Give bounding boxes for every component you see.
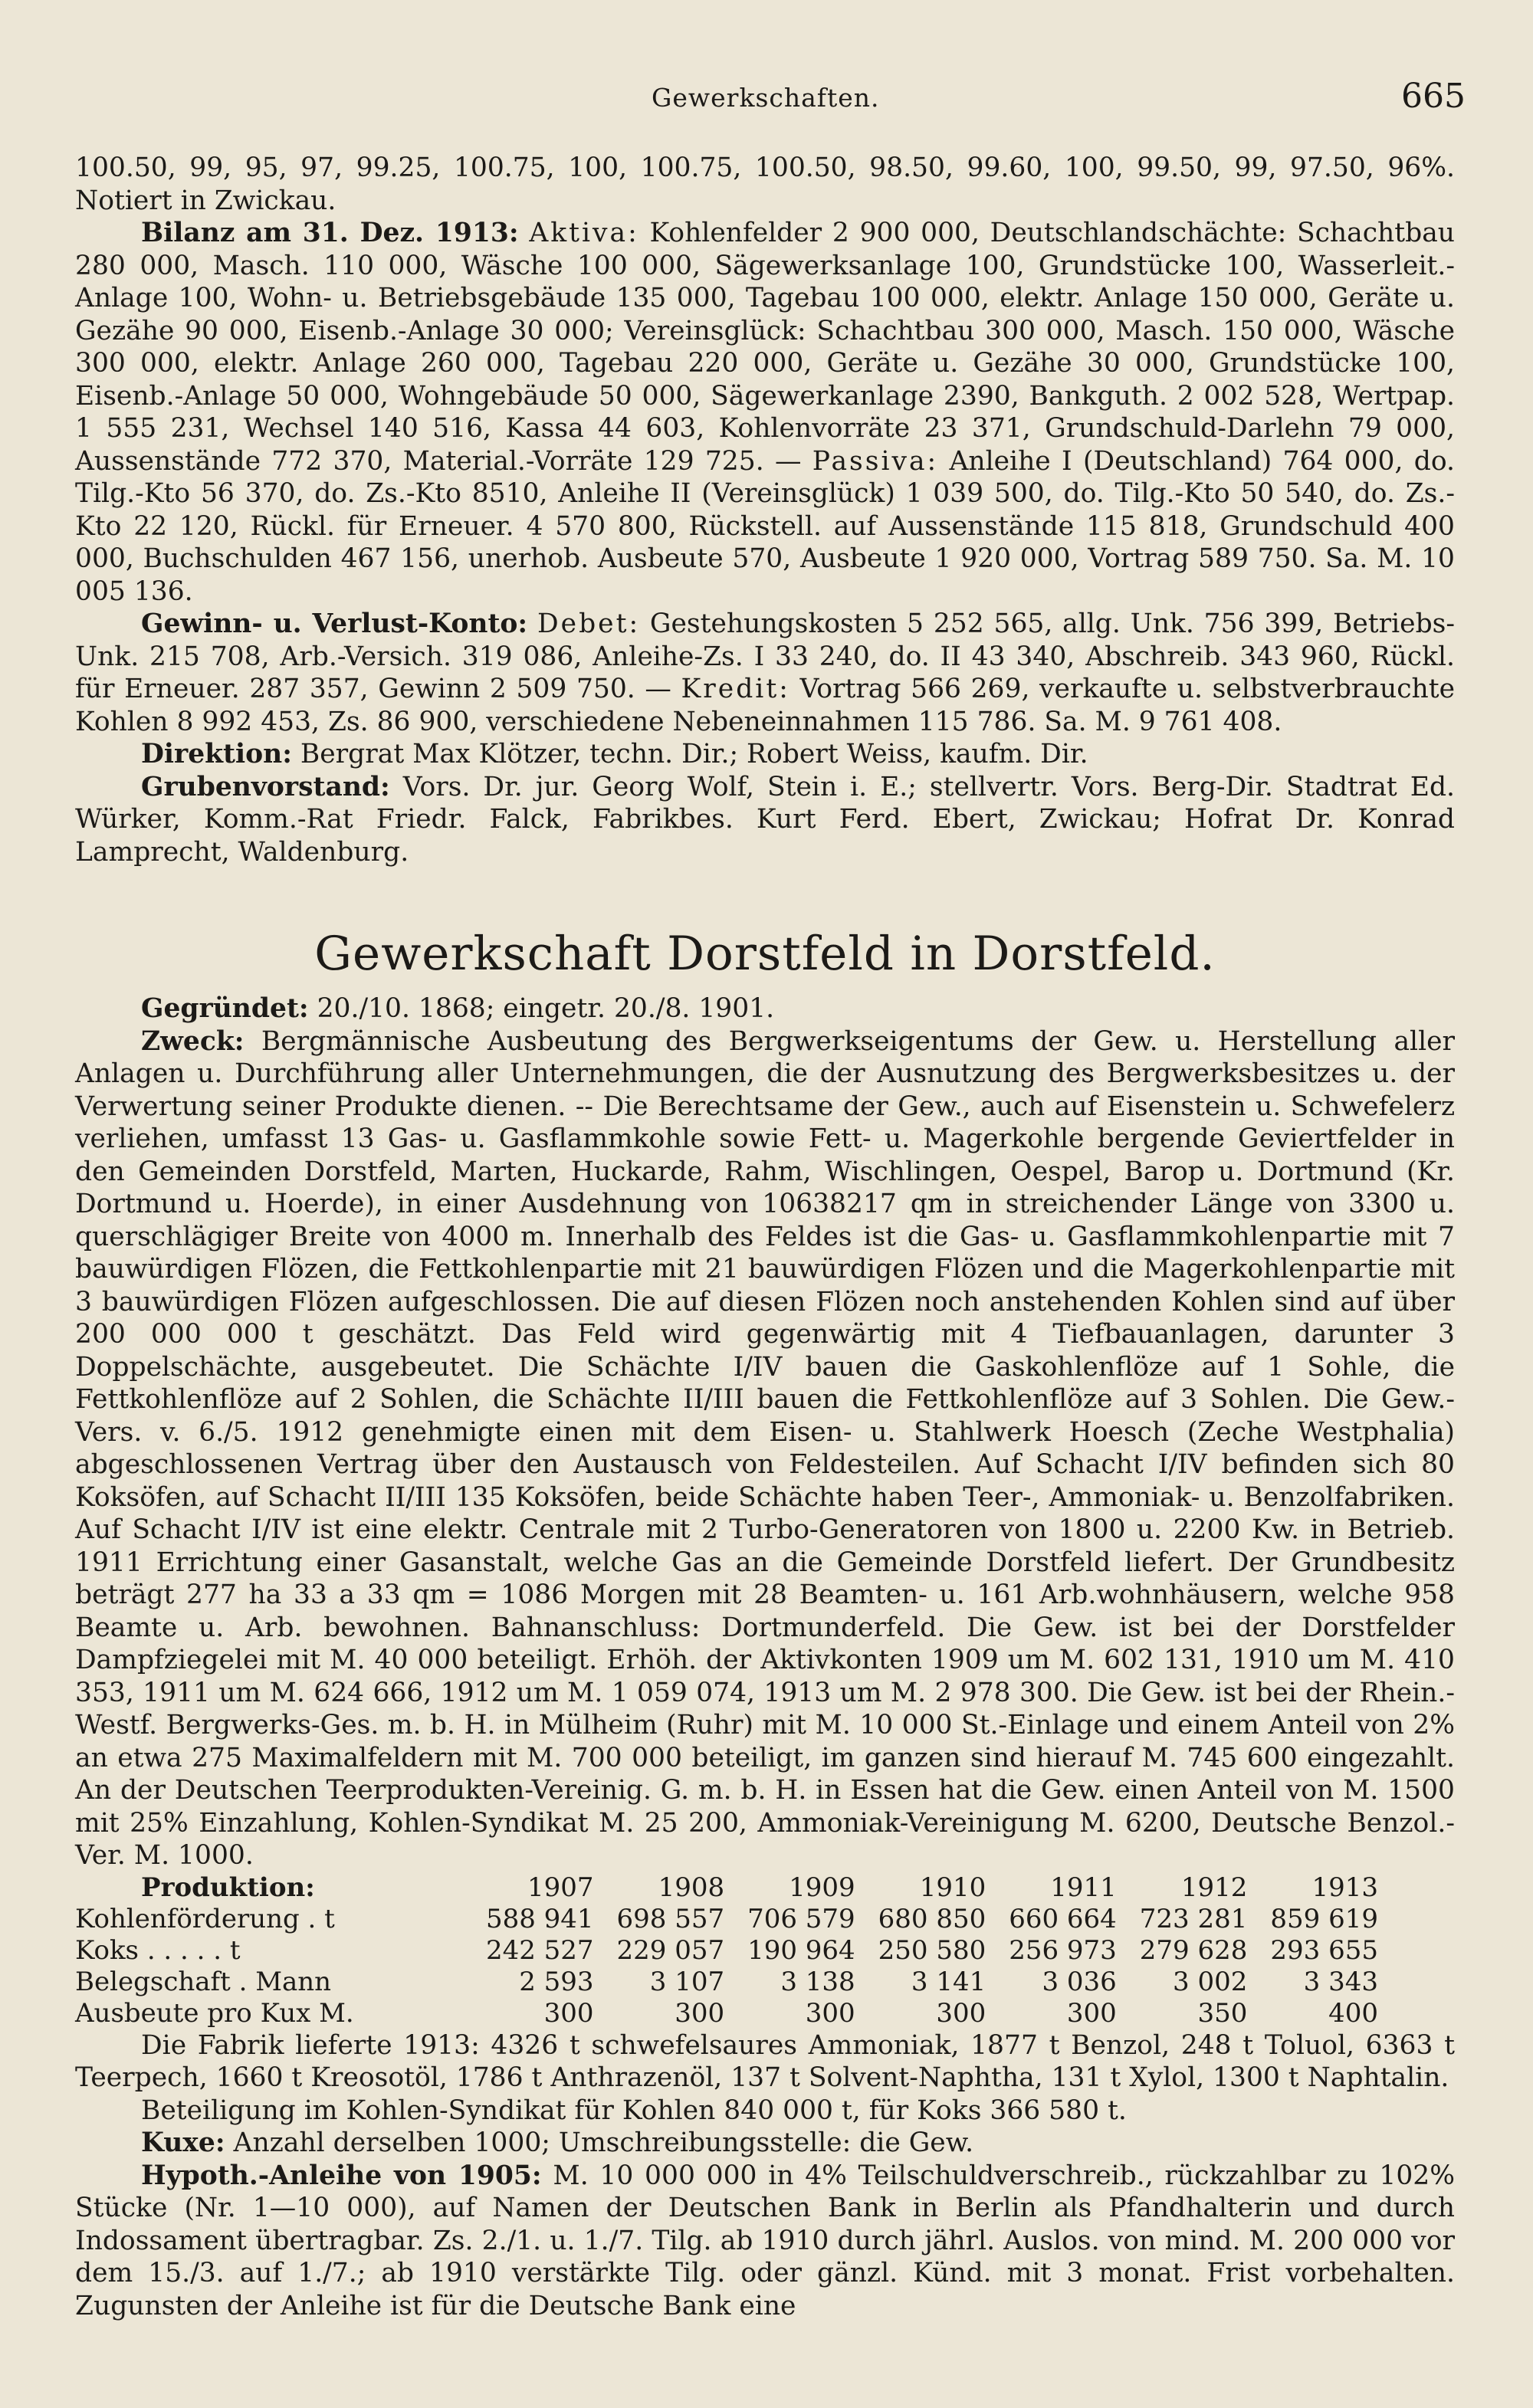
debet-text: Gestehungskosten 5 252 565, allg. Unk. 756 399, Betriebs-Unk. 215 708, Arb.-Versich. 319 086, Anleihe-Zs. I 33 240, do. II 43 340, Abschreib. 343 960, Rückl. für Erneuer. 287 357, Gewinn 2 509 750. — xyxy=(75,609,1456,704)
value-cell: 3 036 xyxy=(1042,1966,1117,1997)
kredit-text: Vortrag 566 269, verkaufte u. selbstverbrauchte Kohlen 8 992 453, Zs. 86 900, verschiedene Nebeneinnahmen 115 786. Sa. M. 9 761 408. xyxy=(75,674,1456,737)
value-cell: 300 xyxy=(1066,1997,1117,2029)
section-heading: Gewerkschaft Dorstfeld in Dorstfeld. xyxy=(314,927,1216,981)
value-cell: 300 xyxy=(543,1997,594,2029)
production-table xyxy=(75,1872,1378,2029)
value-cell: 660 664 xyxy=(1009,1903,1117,1934)
gegruendet-label: Gegründet: xyxy=(141,993,309,1024)
fabrik-paragraph: Die Fabrik lieferte 1913: 4326 t schwefelsaures Ammoniak, 1877 t Benzol, 248 t Toluol, 6363 t Teerpech, 1660 t Kreosotöl, 1786 t Anthrazenöl, 137 t Solvent-Naphtha, 131 t Xylol, 1300 t Naphtalin. xyxy=(75,2029,1455,2093)
aktiva-label: Aktiva: xyxy=(529,218,639,248)
debet-label: Debet: xyxy=(537,609,641,639)
grubenvorstand-paragraph xyxy=(75,771,1455,869)
passiva-text: Anleihe I (Deutschland) 764 000, do. Tilg.-Kto 56 370, do. Zs.-Kto 8510, Anleihe II (Vereinsglück) 1 039 500, do. Tilg.-Kto 50 540, do. Zs.-Kto 22 120, Rückl. für Erneuer. 4 570 800, Rückstell. auf Aussenstände 115 818, Grundschuld 400 000, Buchschulden 467 156, unerhob. Ausbeute 570, Ausbeute 1 920 000, Vortrag 589 750. Sa. M. 10 005 136. xyxy=(75,445,1455,607)
kuxe-paragraph xyxy=(75,2127,1455,2160)
production-header-row xyxy=(75,1872,1378,1904)
bilanz-text: Kohlenfelder 2 900 000, Deutschlandschächte: Schachtbau 280 000, Masch. 110 000, Wäsche 100 000, Sägewerksanlage 100, Grundstücke 100, Wasserleit.-Anlage 100, Wohn- u. Betriebsgebäude 135 000, Tagebau 100 000, elektr. Anlage 150 000, Geräte u. Gezähe 90 000, Eisenb.-Anlage 30 000; Vereinsglück: Schachtbau 300 000, Masch. 150 000, Wäsche 300 000, elektr. Anlage 260 000, Tagebau 220 000, Geräte u. Gezähe 30 000, Grundstücke 100, Eisenb.-Anlage 50 000, Wohngebäude 50 000, Sägewerkanlage 2390, Bankguth. 2 002 528, Wertpap. 1 555 231, Wechsel 140 516, Kassa 44 603, Kohlenvorräte 23 371, Grundschuld-Darlehn 79 000, Aussenstände 772 370, Material.-Vorräte 129 725. — xyxy=(75,218,1456,477)
value-cell: 698 557 xyxy=(616,1903,725,1934)
value-cell: 3 002 xyxy=(1173,1966,1248,1997)
value-cell: 3 107 xyxy=(649,1966,725,1997)
value-cell: 229 057 xyxy=(616,1934,725,1966)
kuxe-label: Kuxe: xyxy=(141,2128,225,2158)
gegruendet-text: 20./10. 1868; eingetr. 20./8. 1901. xyxy=(317,993,775,1024)
passiva-label: Passiva: xyxy=(812,445,939,477)
year-cell: 1913 xyxy=(1311,1872,1378,1903)
value-cell: 588 941 xyxy=(485,1903,594,1934)
table-row xyxy=(75,1998,1378,2029)
gv-label: Gewinn- u. Verlust-Konto: xyxy=(141,609,528,639)
zweck-text: Bergmännische Ausbeutung des Bergwerkseigentums der Gew. u. Herstellung aller Anlagen u. Durchführung aller Unternehmungen, die der Ausnutzung des Bergwerksbesitzes u. der Verwertung seiner Produkte dienen. -- Die Berechtsame der Gew., auch auf Eisenstein u. Schwefelerz verliehen, umfasst 13 Gas- u. Gasflammkohle sowie Fett- u. Magerkohle bergende Geviertfelder in den Gemeinden Dorstfeld, Marten, Huckarde, Rahm, Wischlingen, Oespel, Barop u. Dortmund (Kr. Dortmund u. Hoerde), in einer Ausdehnung von 10638217 qm in streichender Länge von 3300 u. querschlägiger Breite von 4000 m. Innerhalb des Feldes ist die Gas- u. Gasflammkohlenpartie mit 7 bauwürdigen Flözen, die Fettkohlenpartie mit 21 bauwürdigen Flözen und die Magerkohlenpartie mit 3 bauwürdigen Flözen aufgeschlossen. Die auf diesen Flözen noch anstehenden Kohlen sind auf über 200 000 000 t geschätzt. Das Feld wird gegenwärtig mit 4 Tiefbauanlagen, darunter 3 Doppelschächte, ausgebeutet. Die Schächte I/IV bauen die Gaskohlenflöze auf 1 Sohle, die Fettkohlenflöze auf 2 Sohlen, die Schächte II/III bauen die Fettkohlenflöze auf 3 Sohlen. Die Gew.-Vers. v. 6./5. 1912 genehmigte einen mit dem Eisen- u. Stahlwerk Hoesch (Zeche Westphalia) abgeschlossenen Vertrag über den Austausch von Feldesteilen. Auf Schacht I/IV befinden sich 80 Koksöfen, auf Schacht II/III 135 Koksöfen, beide Schächte haben Teer-, Ammoniak- u. Benzolfabriken. Auf Schacht I/IV ist eine elektr. Centrale mit 2 Turbo-Generatoren von 1800 u. 2200 Kw. in Betrieb. 1911 Errichtung einer Gasanstalt, welche Gas an die Gemeinde Dorstfeld liefert. Der Grundbesitz beträgt 277 ha 33 a 33 qm = 1086 Morgen mit 28 Beamten- u. 161 Arb.wohnhäusern, welche 958 Beamte u. Arb. bewohnen. Bahnanschluss: Dortmunderfeld. Die Gew. ist bei der Dorstfelder Dampfziegelei mit M. 40 000 beteiligt. Erhöh. der Aktivkonten 1909 um M. 602 131, 1910 um M. 410 353, 1911 um M. 624 666, 1912 um M. 1 059 074, 1913 um M. 2 978 300. Die Gew. ist bei der Rhein.-Westf. Bergwerks-Ges. m. b. H. in Mülheim (Ruhr) mit M. 10 000 St.-Einlage und einem Anteil von 2% an etwa 275 Maximalfeldern mit M. 700 000 beteiligt, im ganzen sind hierauf M. 745 600 eingezahlt. An der Deutschen Teerprodukten-Vereinig. G. m. b. H. in Essen hat die Gew. einen Anteil von M. 1500 mit 25% Einzahlung, Kohlen-Syndikat M. 25 200, Ammoniak-Vereinigung M. 6200, Deutsche Benzol.-Ver. M. 1000. xyxy=(75,1025,1456,1871)
year-cell: 1908 xyxy=(658,1872,725,1903)
direktion-paragraph xyxy=(75,738,1455,771)
value-cell: 3 138 xyxy=(780,1966,855,1997)
hypothek-label: Hypoth.-Anleihe von 1905: xyxy=(141,2160,542,2191)
kredit-label: Kredit: xyxy=(681,674,790,704)
value-cell: 859 619 xyxy=(1270,1903,1378,1934)
value-cell: 250 580 xyxy=(878,1934,986,1966)
direktion-label: Direktion: xyxy=(141,739,292,769)
value-cell: 300 xyxy=(675,1997,725,2029)
bilanz-paragraph xyxy=(75,217,1455,608)
quote-list-paragraph: 100.50, 99, 95, 97, 99.25, 100.75, 100, 100.75, 100.50, 98.50, 99.60, 100, 99.50, 99, 97.50, 96%. Notiert in Zwickau. xyxy=(75,153,1455,216)
hypothek-text: M. 10 000 000 in 4% Teilschuldverschreib., rückzahlbar zu 102% Stücke (Nr. 1—10 000), auf Namen der Deutschen Bank in Berlin als Pfandhalterin und durch Indossament übertragbar. Zs. 2./1. u. 1./7. Tilg. ab 1910 durch jährl. Auslos. von mind. M. 200 000 vor dem 15./3. auf 1./7.; ab 1910 verstärkte Tilg. oder gänzl. Künd. mit 3 monat. Frist vorbehalten. Zugunsten der Anleihe ist für die Deutsche Bank eine xyxy=(75,2160,1456,2321)
running-title: Gewerkschaften. xyxy=(652,83,880,113)
value-cell: 706 579 xyxy=(747,1903,855,1934)
table-row xyxy=(75,1904,1378,1935)
production-label: Produktion: xyxy=(141,1872,315,1903)
value-cell: 3 141 xyxy=(911,1966,986,1997)
value-cell: 242 527 xyxy=(485,1934,594,1966)
grubenvorstand-label: Grubenvorstand: xyxy=(141,771,390,802)
grubenvorstand-text: Vors. Dr. jur. Georg Wolf, Stein i. E.; stellvertr. Vors. Berg-Dir. Stadtrat Ed. Würker, Komm.-Rat Friedr. Falck, Fabrikbes. Kurt Ferd. Ebert, Zwickau; Hofrat Dr. Konrad Lamprecht, Waldenburg. xyxy=(75,771,1455,868)
value-cell: 680 850 xyxy=(878,1903,986,1934)
value-cell: 300 xyxy=(936,1997,986,2029)
year-cell: 1907 xyxy=(527,1872,594,1903)
gegruendet-paragraph xyxy=(75,992,1455,1025)
table-row xyxy=(75,1935,1378,1967)
gv-paragraph xyxy=(75,608,1455,738)
year-cell: 1912 xyxy=(1180,1872,1248,1903)
table-row xyxy=(75,1967,1378,1998)
row-label: Koks . . . . . t xyxy=(75,1934,241,1966)
row-label: Ausbeute pro Kux M. xyxy=(75,1997,354,2029)
zweck-label: Zweck: xyxy=(141,1025,245,1057)
year-cell: 1911 xyxy=(1050,1872,1117,1903)
bilanz-label: Bilanz am 31. Dez. 1913: xyxy=(141,218,519,248)
row-label: Belegschaft . Mann xyxy=(75,1966,332,1997)
value-cell: 3 343 xyxy=(1303,1966,1378,1997)
year-cell: 1910 xyxy=(919,1872,986,1903)
value-cell: 2 593 xyxy=(519,1966,594,1997)
value-cell: 723 281 xyxy=(1139,1903,1248,1934)
hypothek-paragraph xyxy=(75,2160,1455,2323)
direktion-text: Bergrat Max Klötzer, techn. Dir.; Robert Weiss, kaufm. Dir. xyxy=(300,739,1088,769)
page-number: 665 xyxy=(1401,77,1466,116)
value-cell: 190 964 xyxy=(747,1934,855,1966)
beteiligung-paragraph: Beteiligung im Kohlen-Syndikat für Kohlen 840 000 t, für Koks 366 580 t. xyxy=(141,2095,1127,2126)
year-cell: 1909 xyxy=(789,1872,855,1903)
value-cell: 400 xyxy=(1328,1997,1378,2029)
value-cell: 256 973 xyxy=(1009,1934,1117,1966)
page-body xyxy=(75,152,1455,2322)
row-label: Kohlenförderung . t xyxy=(75,1903,335,1934)
page-header xyxy=(0,77,1533,123)
value-cell: 300 xyxy=(805,1997,855,2029)
value-cell: 350 xyxy=(1197,1997,1248,2029)
kuxe-text: Anzahl derselben 1000; Umschreibungsstelle: die Gew. xyxy=(233,2128,974,2158)
value-cell: 293 655 xyxy=(1270,1934,1378,1966)
value-cell: 279 628 xyxy=(1139,1934,1248,1966)
zweck-paragraph xyxy=(75,1025,1455,1872)
